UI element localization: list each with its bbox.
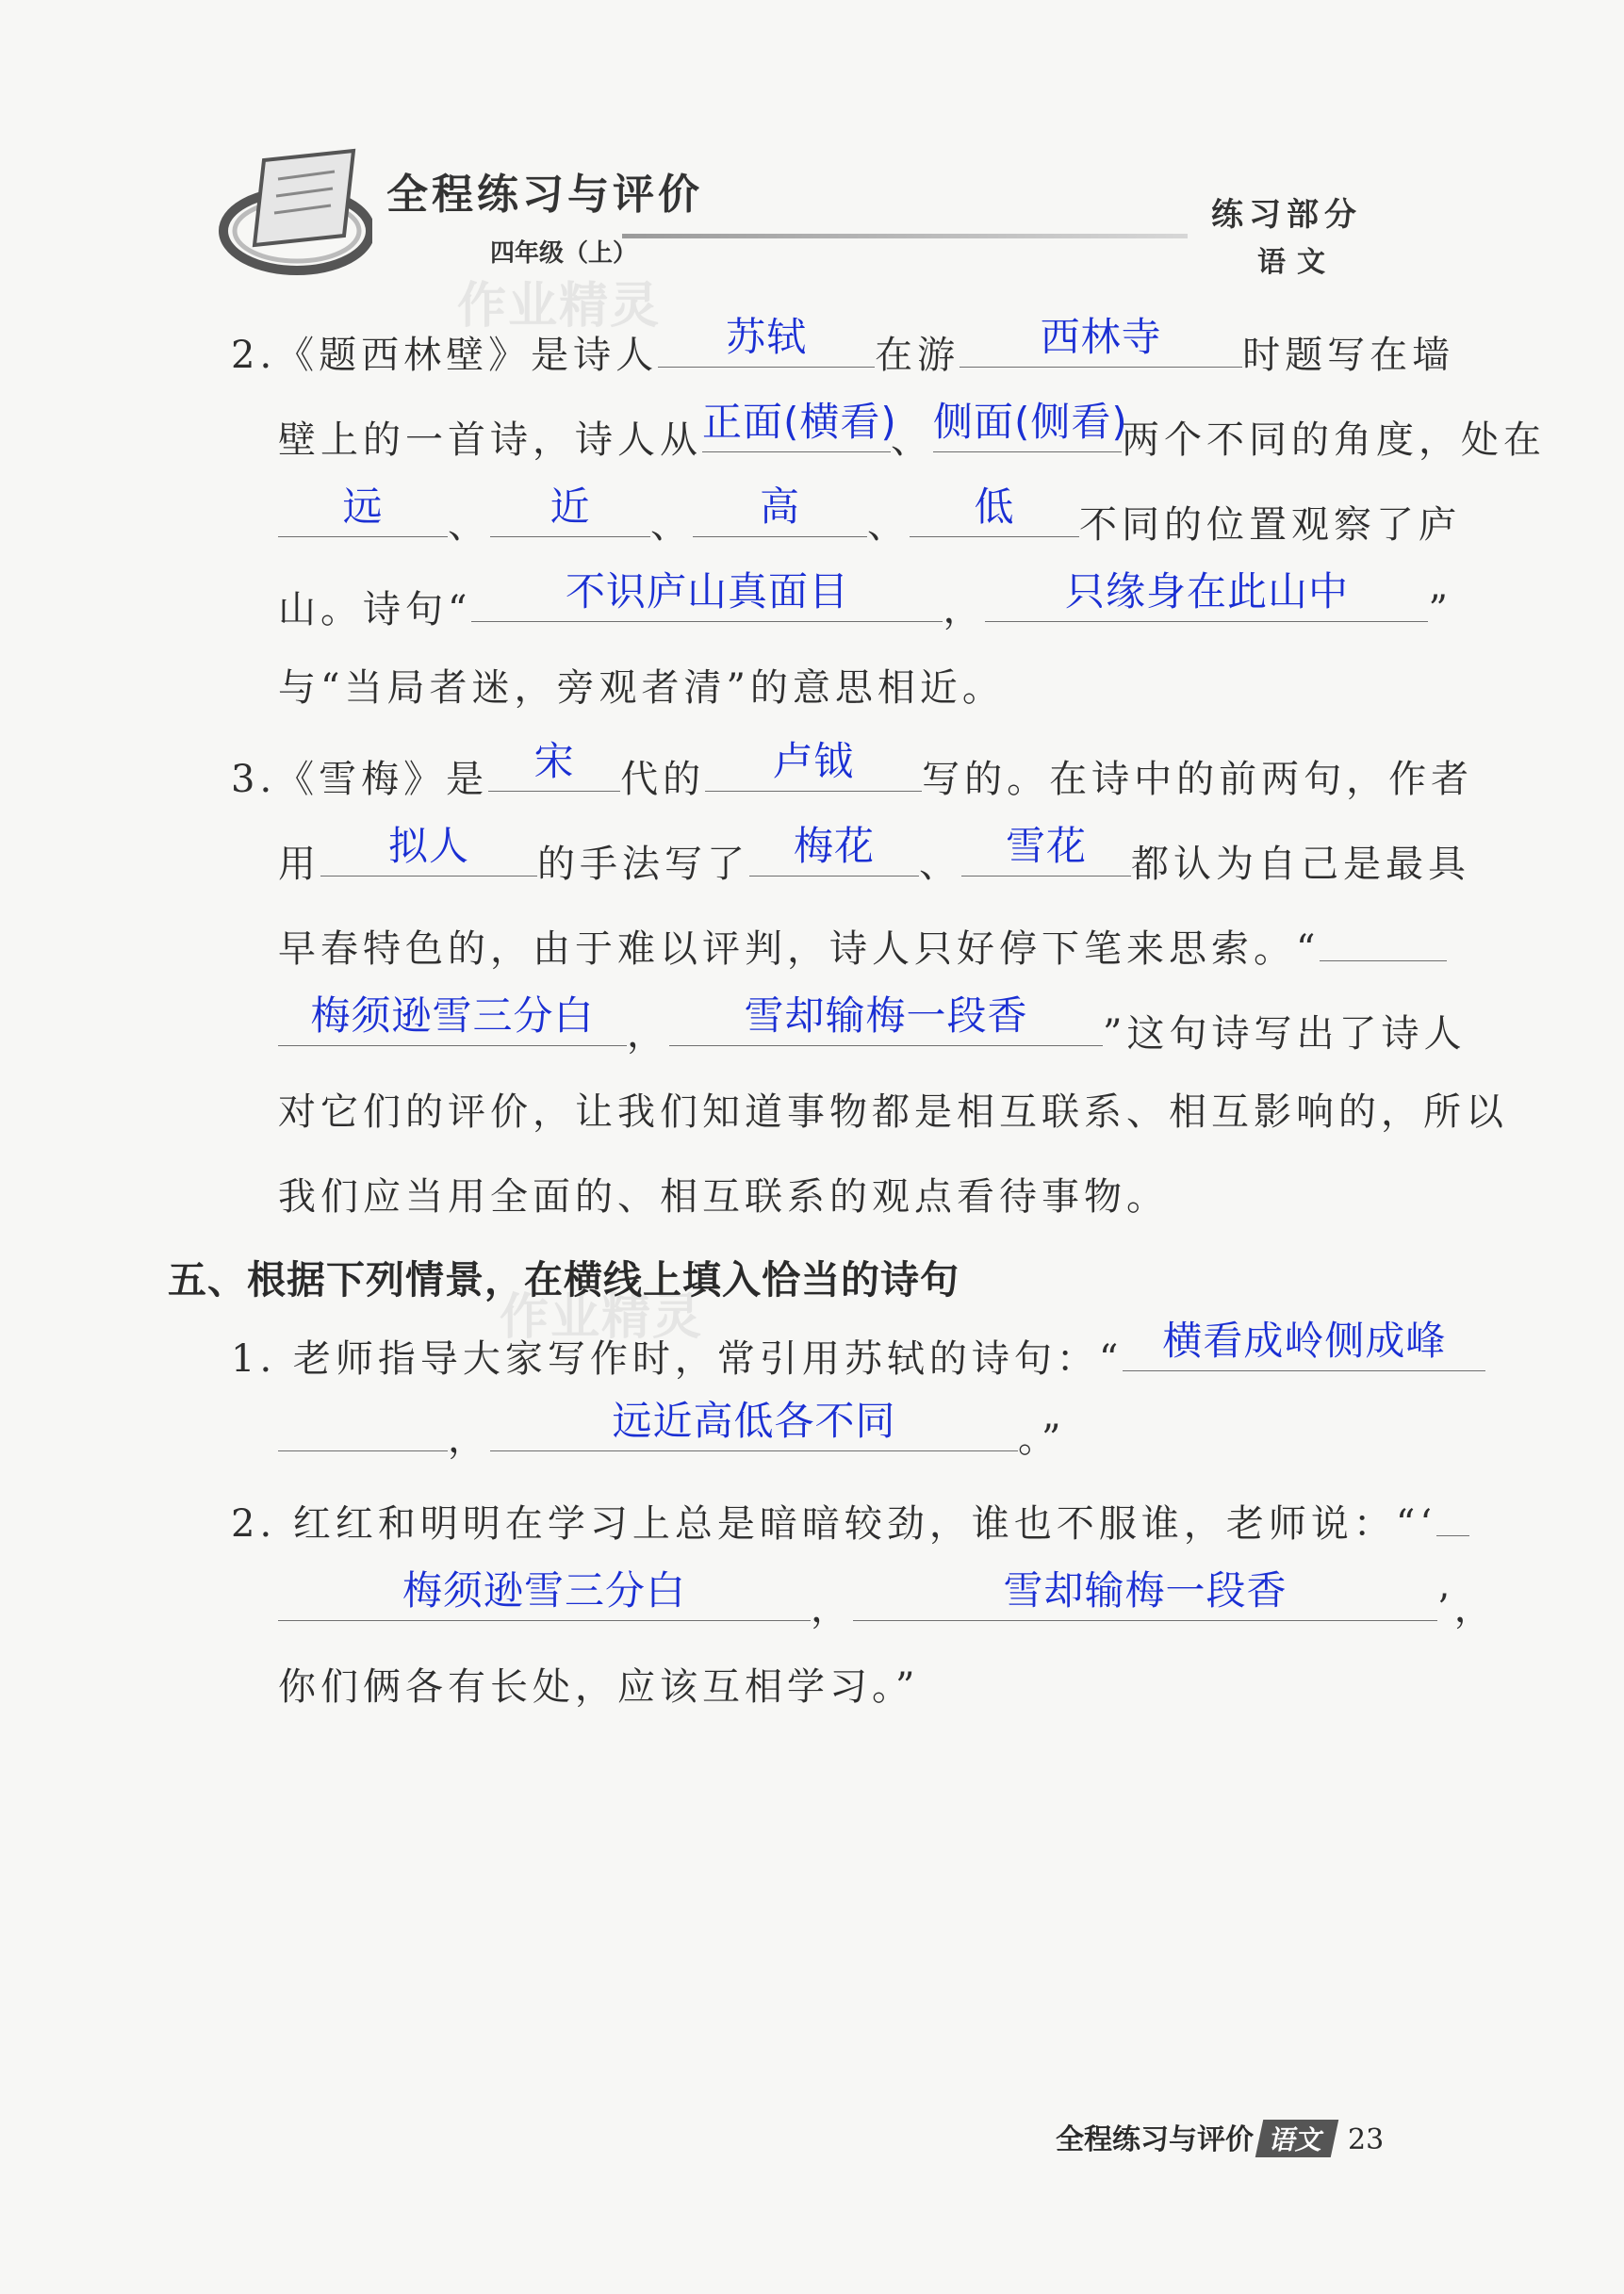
q3-text: 早春特色的，由于难以评判，诗人只好停下笔来思索。“	[278, 927, 1321, 971]
answer-blank[interactable]	[278, 992, 627, 1046]
answer-text: 雪却输梅一段香	[744, 992, 1028, 1039]
separator: ，	[811, 1587, 853, 1630]
q3-text: 都认为自己是最具	[1131, 843, 1470, 886]
q3-text: 写的。在诗中的前两句，作者	[922, 758, 1474, 801]
s5-q2-line-3: 你们俩各有长处，应该互相学习。”	[278, 1665, 920, 1709]
answer-blank[interactable]	[1123, 1318, 1485, 1371]
q2-number: 2.	[231, 334, 277, 377]
answer-blank[interactable]	[702, 399, 897, 452]
q3-text: 《雪梅》是	[276, 758, 489, 801]
answer-blank[interactable]	[985, 568, 1428, 622]
q2-line-2	[278, 399, 1546, 464]
section-label: 练习部分	[1211, 196, 1362, 234]
answer-blank[interactable]	[669, 992, 1103, 1046]
answer-blank[interactable]	[705, 738, 922, 792]
answer-text: 雪却输梅一段香	[1003, 1567, 1288, 1614]
grade-label: 四年级（上）	[490, 239, 638, 268]
answer-blank[interactable]	[693, 483, 867, 537]
answer-blank[interactable]	[471, 568, 943, 622]
s5-q2-line-2	[278, 1567, 1497, 1632]
s5-q2-line-1	[231, 1494, 1469, 1548]
footer-title: 全程练习与评价	[1056, 2123, 1254, 2156]
q2-text: 不同的位置观察了庐	[1079, 503, 1461, 547]
q2-line-5: 与“当局者迷，旁观者清”的意思相近。	[278, 666, 1005, 710]
answer-text: 近	[550, 483, 591, 530]
answer-blank[interactable]	[961, 823, 1131, 877]
separator: ，	[943, 588, 986, 631]
answer-text: 低	[974, 483, 1015, 530]
s5-q2-text: 2. 红红和明明在学习上总是暗暗较劲，谁也不服谁，老师说：“‘	[231, 1502, 1437, 1546]
separator: ，	[627, 1012, 669, 1056]
answer-blank[interactable]	[658, 314, 875, 368]
answer-blank[interactable]	[960, 314, 1242, 368]
page-number: 23	[1348, 2123, 1385, 2156]
answer-blank[interactable]	[320, 823, 537, 877]
q3-text: ”这句诗写出了诗人	[1103, 1012, 1467, 1056]
answer-text: 梅花	[793, 823, 875, 869]
watermark: 作业精灵	[457, 278, 662, 335]
q2-text: 两个不同的角度，处在	[1122, 418, 1546, 462]
header-divider	[622, 234, 1188, 238]
q3-text: 代的	[620, 758, 706, 801]
watermark: 作业精灵	[500, 1289, 704, 1346]
answer-blank[interactable]	[933, 399, 1128, 452]
q3-line-6: 我们应当用全面的、相互联系的观点看待事物。	[278, 1175, 1169, 1219]
answer-text: 苏轼	[726, 314, 808, 360]
q2-line-1	[231, 314, 1455, 379]
answer-text: 远近高低各不同	[612, 1398, 896, 1444]
q3-line-3	[278, 919, 1447, 973]
s5-q1-line-2	[278, 1398, 1066, 1463]
q2-line-4	[278, 568, 1452, 633]
q3-line-2	[278, 823, 1470, 888]
q3-line-5: 对它们的评价，让我们知道事物都是相互联系、相互影响的，所以	[278, 1090, 1508, 1134]
q2-text: 《题西林壁》是诗人	[276, 334, 659, 377]
page-footer	[1056, 2116, 1384, 2157]
q2-text: 山。诗句“	[278, 588, 472, 631]
answer-blank[interactable]	[1320, 919, 1447, 961]
answer-text: 高	[759, 483, 800, 530]
answer-text: 横看成岭侧成峰	[1162, 1318, 1447, 1364]
answer-blank[interactable]	[1436, 1494, 1469, 1536]
s5-q1-end: 。”	[1018, 1417, 1066, 1461]
answer-text: 拟人	[387, 823, 469, 869]
q3-number: 3.	[231, 758, 277, 801]
section5-heading: 五、根据下列情景，在横线上填入恰当的诗句	[168, 1257, 960, 1303]
answer-blank[interactable]	[278, 1409, 448, 1451]
q2-text: 在游	[875, 334, 960, 377]
separator: 、	[867, 503, 910, 547]
q2-text: 壁上的一首诗，诗人从	[278, 418, 702, 462]
separator: 、	[448, 503, 490, 547]
q3-text: 的手法写了	[537, 843, 749, 886]
answer-text: 宋	[533, 738, 575, 784]
separator: 、	[891, 418, 933, 462]
answer-text: 雪花	[1005, 823, 1087, 869]
answer-blank[interactable]	[278, 483, 448, 537]
footer-subject-badge: 语文	[1255, 2120, 1339, 2157]
s5-q2-end: ’，	[1437, 1587, 1497, 1630]
s5-q1-line-1	[231, 1318, 1485, 1383]
q3-line-4	[278, 992, 1467, 1057]
separator: 、	[919, 843, 961, 886]
answer-blank[interactable]	[749, 823, 919, 877]
answer-blank[interactable]	[488, 738, 620, 792]
answer-text: 远	[342, 483, 384, 530]
answer-blank[interactable]	[490, 1398, 1018, 1451]
answer-text: 卢钺	[773, 738, 855, 784]
answer-blank[interactable]	[910, 483, 1079, 537]
q3-line-1	[231, 738, 1474, 803]
answer-text: 侧面(侧看)	[933, 399, 1128, 445]
answer-text: 西林寺	[1040, 314, 1162, 360]
book-logo-icon	[212, 141, 372, 278]
book-title: 全程练习与评价	[386, 171, 703, 219]
answer-text: 梅须逊雪三分白	[310, 992, 595, 1039]
q2-line-3	[278, 483, 1461, 549]
answer-text: 不识庐山真面目	[565, 568, 849, 614]
separator: ，	[448, 1417, 490, 1461]
answer-blank[interactable]	[853, 1567, 1437, 1621]
quote-mark: ”	[1428, 588, 1452, 631]
subject-label: 语文	[1257, 246, 1337, 279]
answer-text: 梅须逊雪三分白	[402, 1567, 686, 1614]
answer-blank[interactable]	[490, 483, 650, 537]
q3-text: 用	[278, 843, 320, 886]
separator: 、	[650, 503, 693, 547]
answer-blank[interactable]	[278, 1567, 811, 1621]
s5-q1-text: 1. 老师指导大家写作时，常引用苏轼的诗句：“	[231, 1337, 1124, 1381]
answer-text: 只缘身在此山中	[1064, 568, 1349, 614]
answer-text: 正面(横看)	[702, 399, 897, 445]
q2-text: 时题写在墙	[1242, 334, 1455, 377]
